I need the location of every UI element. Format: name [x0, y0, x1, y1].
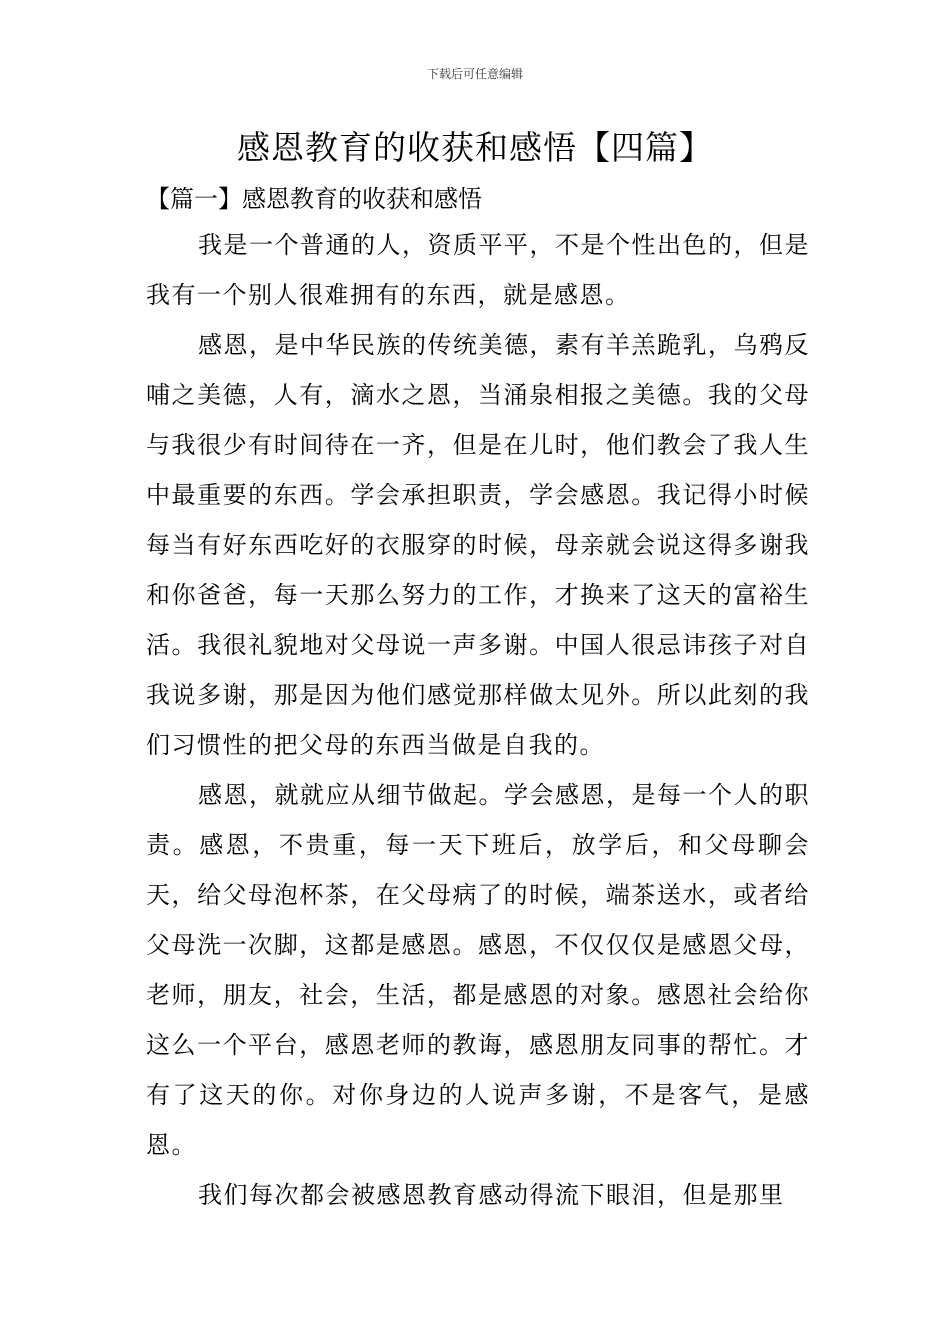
header-note: 下载后可任意编辑: [426, 67, 523, 81]
paragraph-4: 我们每次都会被感恩教育感动得流下眼泪，但是那里: [198, 1181, 785, 1209]
paragraph-1: 我是一个普通的人，资质平平，不是个性出色的，但是我有一个别人很难拥有的东西，就是感恩。: [146, 231, 810, 309]
paragraph-3: 感恩，就就应从细节做起。学会感恩，是每一个人的职责。感恩，不贵重，每一天下班后，放学后，和父母聊会天，给父母泡杯茶，在父母病了的时候，端茶送水，或者给父母洗一次脚，这都是感恩。感恩，不仅仅仅是感恩父母，老师，朋友，社会，生活，都是感恩的对象。感恩社会给你这么一个平台，感恩老师的教诲，感恩朋友同事的帮忙。才有了这天的你。对你身边的人说声多谢，不是客气，是感恩。: [146, 781, 810, 1159]
section-heading: 【篇一】感恩教育的收获和感悟: [146, 185, 482, 213]
paragraph-2: 感恩，是中华民族的传统美德，素有羊羔跪乳，乌鸦反哺之美德，人有，滴水之恩，当涌泉相报之美德。我的父母与我很少有时间待在一齐，但是在儿时，他们教会了我人生中最重要的东西。学会承担职责，学会感恩。我记得小时候每当有好东西吃好的衣服穿的时候，母亲就会说这得多谢我和你爸爸，每一天那么努力的工作，才换来了这天的富裕生活。我很礼貌地对父母说一声多谢。中国人很忌讳孩子对自我说多谢，那是因为他们感觉那样做太见外。所以此刻的我们习惯性的把父母的东西当做是自我的。: [146, 331, 810, 759]
document-title: 感恩教育的收获和感悟【四篇】: [237, 128, 713, 167]
document-body: [146, 178, 810, 1220]
